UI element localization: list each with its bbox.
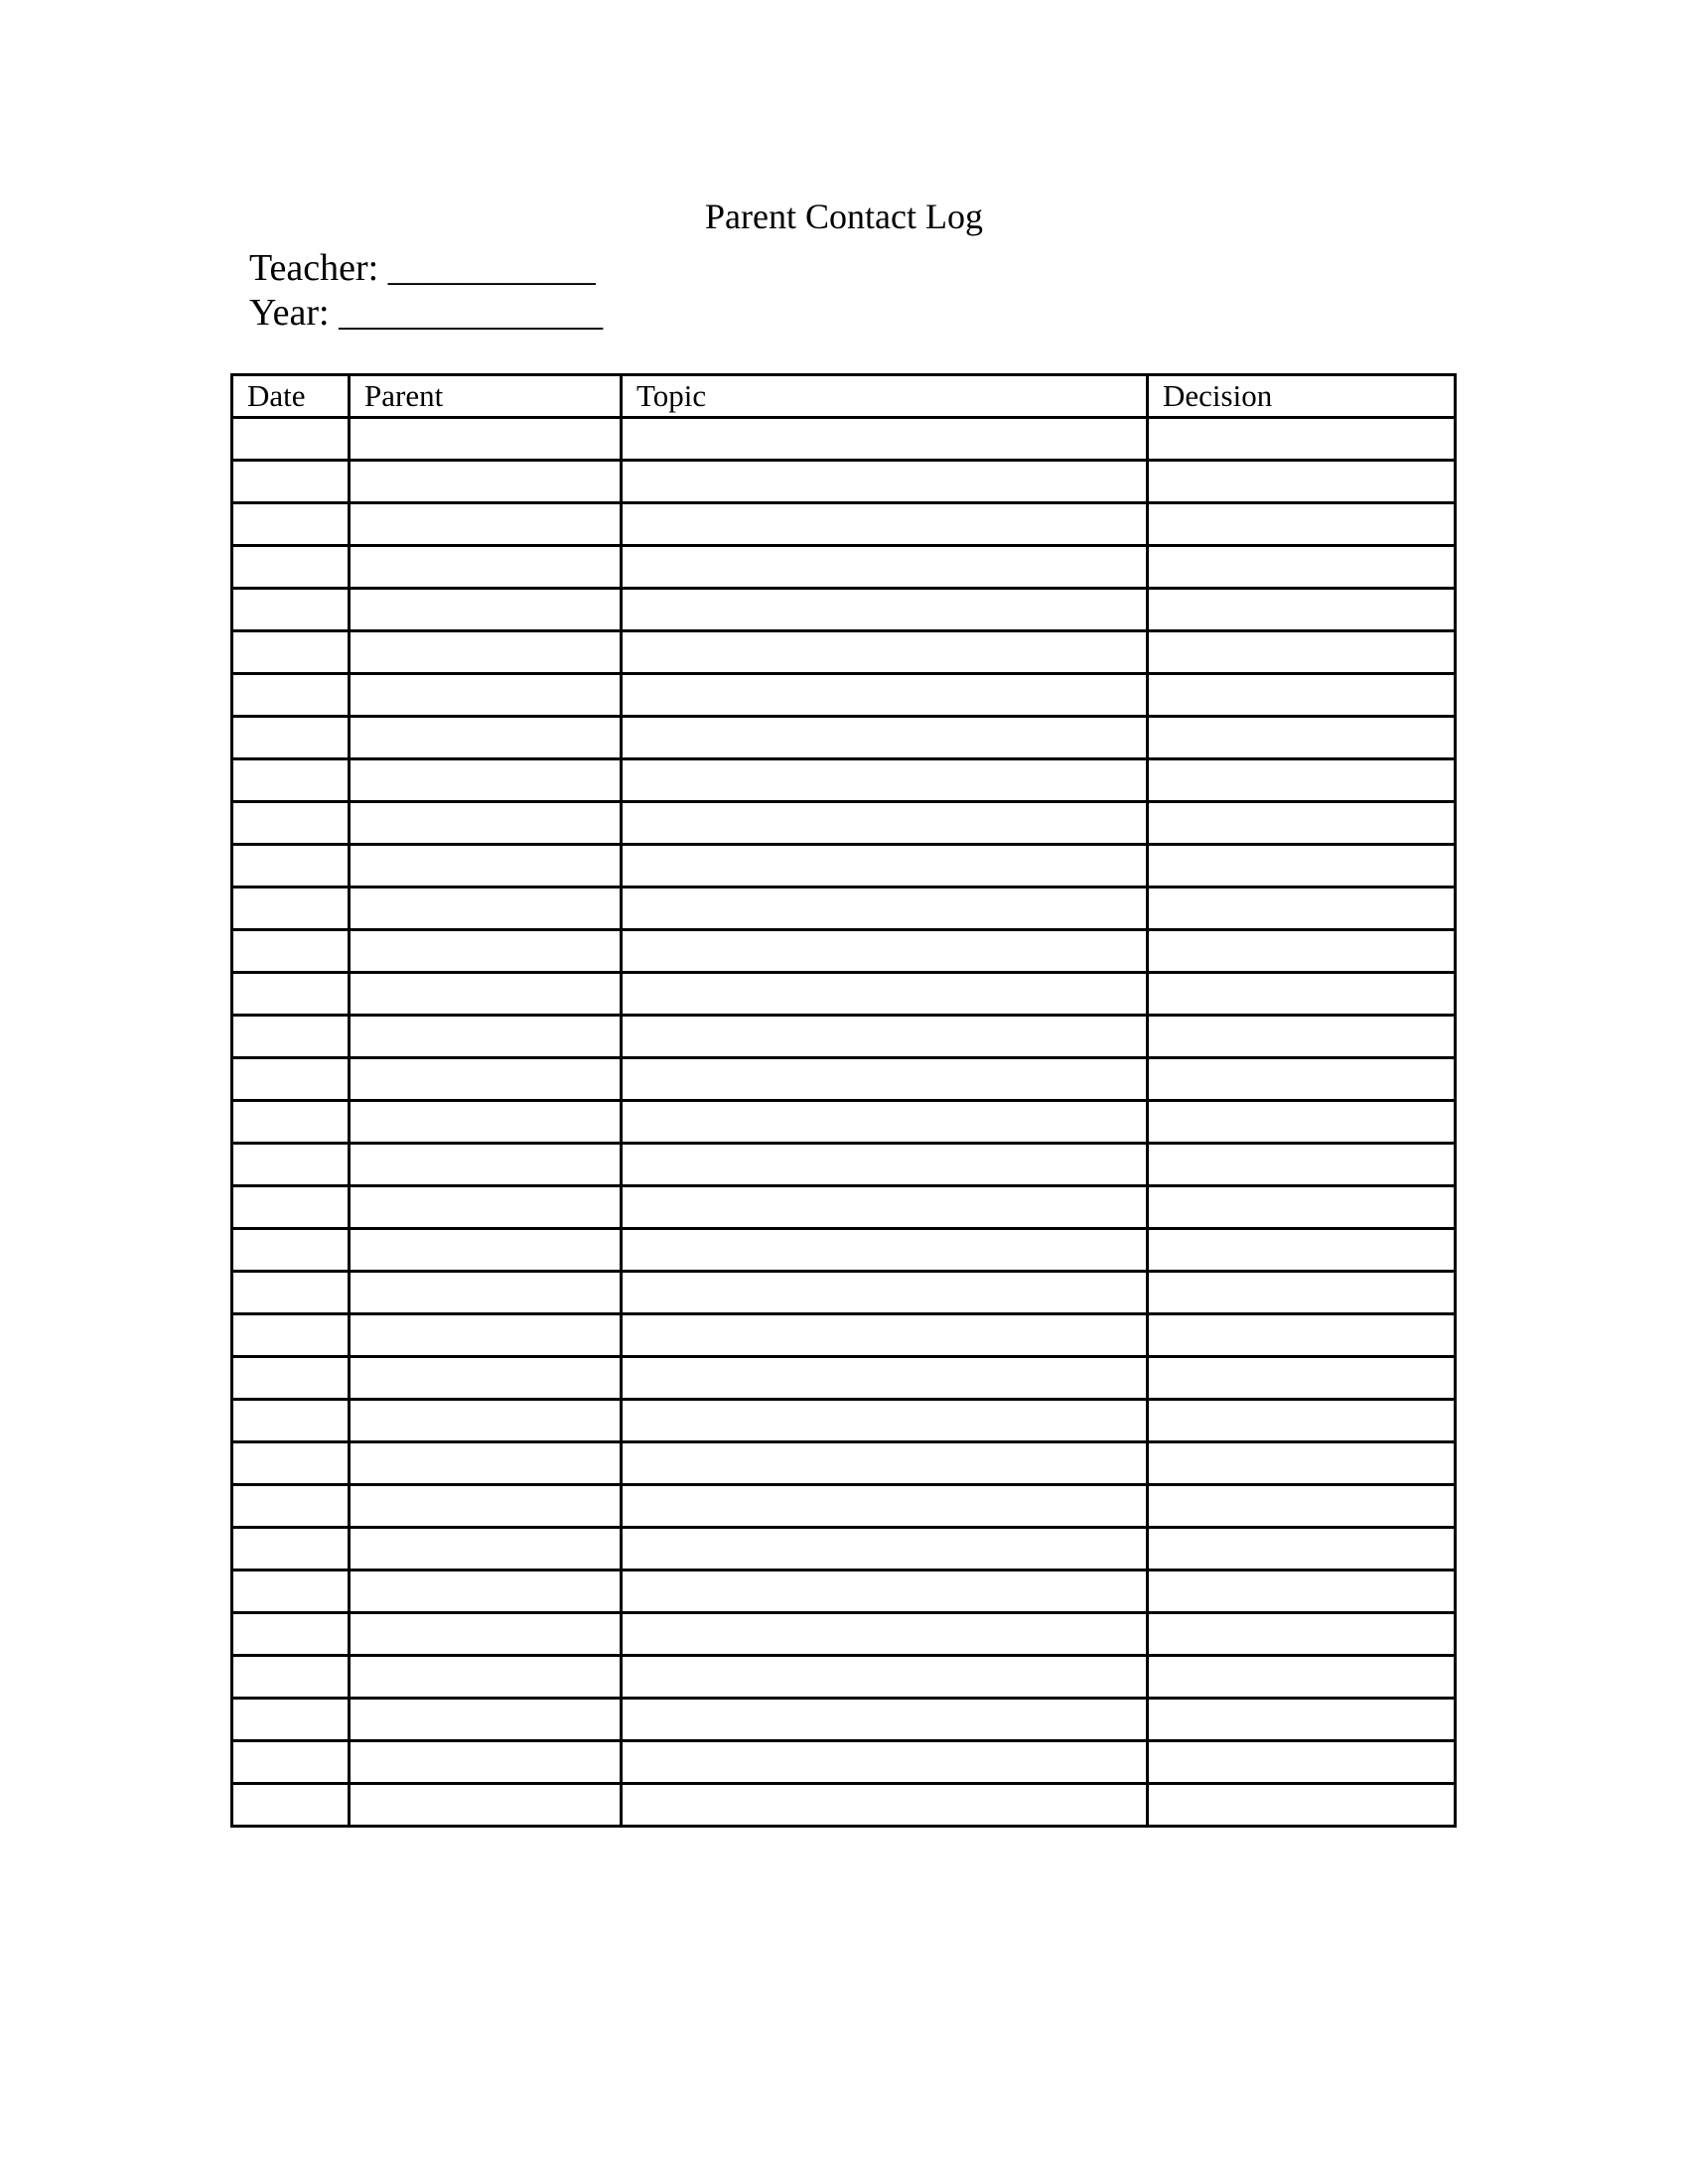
parent-cell[interactable] (350, 1016, 622, 1058)
decision-cell[interactable] (1148, 1272, 1456, 1314)
topic-cell[interactable] (622, 589, 1148, 631)
topic-cell[interactable] (622, 1485, 1148, 1528)
decision-cell[interactable] (1148, 930, 1456, 973)
parent-cell[interactable] (350, 1314, 622, 1357)
topic-cell[interactable] (622, 1656, 1148, 1699)
table-body (232, 418, 1456, 1827)
parent-cell[interactable] (350, 1485, 622, 1528)
parent-cell[interactable] (350, 1101, 622, 1144)
contact-log-table (230, 373, 1457, 1828)
parent-cell[interactable] (350, 1272, 622, 1314)
topic-cell[interactable] (622, 845, 1148, 887)
decision-cell[interactable] (1148, 1656, 1456, 1699)
parent-cell[interactable] (350, 503, 622, 546)
date-cell[interactable] (232, 1400, 350, 1442)
table-row (232, 1357, 1456, 1400)
date-cell[interactable] (232, 546, 350, 589)
decision-cell[interactable] (1148, 1699, 1456, 1741)
decision-cell[interactable] (1148, 589, 1456, 631)
date-cell[interactable] (232, 887, 350, 930)
topic-cell[interactable] (622, 930, 1148, 973)
date-cell[interactable] (232, 1613, 350, 1656)
topic-cell[interactable] (622, 887, 1148, 930)
table-row (232, 1442, 1456, 1485)
table-row (232, 1699, 1456, 1741)
table-row (232, 759, 1456, 802)
table-row (232, 1741, 1456, 1784)
date-cell[interactable] (232, 1314, 350, 1357)
topic-cell[interactable] (622, 1741, 1148, 1784)
parent-cell[interactable] (350, 973, 622, 1016)
parent-cell[interactable] (350, 1229, 622, 1272)
table-row (232, 1272, 1456, 1314)
decision-cell[interactable] (1148, 1144, 1456, 1186)
table-row (232, 845, 1456, 887)
date-cell[interactable] (232, 1357, 350, 1400)
date-cell[interactable] (232, 589, 350, 631)
table-row (232, 418, 1456, 461)
parent-cell[interactable] (350, 930, 622, 973)
parent-cell[interactable] (350, 1528, 622, 1570)
parent-cell[interactable] (350, 1144, 622, 1186)
decision-cell[interactable] (1148, 631, 1456, 674)
date-cell[interactable] (232, 1272, 350, 1314)
decision-cell[interactable] (1148, 973, 1456, 1016)
parent-cell[interactable] (350, 845, 622, 887)
date-cell[interactable] (232, 503, 350, 546)
parent-cell[interactable] (350, 1442, 622, 1485)
topic-cell[interactable] (622, 1229, 1148, 1272)
date-cell[interactable] (232, 674, 350, 717)
decision-cell[interactable] (1148, 1442, 1456, 1485)
table-row (232, 973, 1456, 1016)
parent-cell[interactable] (350, 1656, 622, 1699)
table-row (232, 1101, 1456, 1144)
parent-cell[interactable] (350, 461, 622, 503)
parent-cell[interactable] (350, 1058, 622, 1101)
year-blank[interactable]: ______________ (339, 292, 604, 334)
topic-cell[interactable] (622, 1314, 1148, 1357)
table-row (232, 546, 1456, 589)
table-row (232, 1485, 1456, 1528)
decision-cell[interactable] (1148, 1741, 1456, 1784)
parent-cell[interactable] (350, 1570, 622, 1613)
parent-cell[interactable] (350, 1699, 622, 1741)
parent-cell[interactable] (350, 1357, 622, 1400)
date-cell[interactable] (232, 1186, 350, 1229)
page-title: Parent Contact Log (705, 197, 983, 236)
topic-cell[interactable] (622, 973, 1148, 1016)
table-row (232, 1016, 1456, 1058)
topic-cell[interactable] (622, 1058, 1148, 1101)
table-row (232, 1528, 1456, 1570)
topic-cell[interactable] (622, 802, 1148, 845)
parent-cell[interactable] (350, 674, 622, 717)
table-row (232, 674, 1456, 717)
topic-cell[interactable] (622, 546, 1148, 589)
date-cell[interactable] (232, 1485, 350, 1528)
topic-cell[interactable] (622, 674, 1148, 717)
topic-cell[interactable] (622, 631, 1148, 674)
table-row (232, 930, 1456, 973)
topic-cell[interactable] (622, 418, 1148, 461)
parent-cell[interactable] (350, 1784, 622, 1827)
table-row (232, 631, 1456, 674)
decision-cell[interactable] (1148, 1229, 1456, 1272)
table-row (232, 717, 1456, 759)
date-cell[interactable] (232, 1144, 350, 1186)
parent-cell[interactable] (350, 546, 622, 589)
topic-cell[interactable] (622, 503, 1148, 546)
teacher-blank[interactable]: ___________ (387, 247, 596, 289)
date-cell[interactable] (232, 973, 350, 1016)
decision-cell[interactable] (1148, 759, 1456, 802)
date-cell[interactable] (232, 802, 350, 845)
table-row (232, 802, 1456, 845)
topic-cell[interactable] (622, 1442, 1148, 1485)
date-cell[interactable] (232, 845, 350, 887)
decision-cell[interactable] (1148, 1528, 1456, 1570)
parent-cell[interactable] (350, 1400, 622, 1442)
table-row (232, 503, 1456, 546)
topic-cell[interactable] (622, 1784, 1148, 1827)
parent-cell[interactable] (350, 887, 622, 930)
table-row (232, 589, 1456, 631)
year-label: Year: (249, 292, 330, 334)
topic-cell[interactable] (622, 461, 1148, 503)
year-field (249, 290, 603, 336)
topic-cell[interactable] (622, 1699, 1148, 1741)
date-cell[interactable] (232, 1784, 350, 1827)
date-cell[interactable] (232, 1058, 350, 1101)
decision-cell[interactable] (1148, 887, 1456, 930)
teacher-field (249, 245, 596, 291)
column-header-topic: Topic (622, 375, 1148, 418)
decision-cell[interactable] (1148, 1186, 1456, 1229)
decision-cell[interactable] (1148, 1314, 1456, 1357)
decision-cell[interactable] (1148, 1058, 1456, 1101)
decision-cell[interactable] (1148, 546, 1456, 589)
table-row (232, 1570, 1456, 1613)
date-cell[interactable] (232, 1016, 350, 1058)
parent-cell[interactable] (350, 589, 622, 631)
date-cell[interactable] (232, 1570, 350, 1613)
date-cell[interactable] (232, 717, 350, 759)
date-cell[interactable] (232, 1741, 350, 1784)
topic-cell[interactable] (622, 1613, 1148, 1656)
decision-cell[interactable] (1148, 1101, 1456, 1144)
table-header-row (232, 375, 1456, 418)
table-row (232, 1784, 1456, 1827)
decision-cell[interactable] (1148, 1485, 1456, 1528)
date-cell[interactable] (232, 461, 350, 503)
date-cell[interactable] (232, 1442, 350, 1485)
table-row (232, 1613, 1456, 1656)
column-header-decision: Decision (1148, 375, 1456, 418)
date-cell[interactable] (232, 631, 350, 674)
decision-cell[interactable] (1148, 1570, 1456, 1613)
parent-cell[interactable] (350, 1741, 622, 1784)
date-cell[interactable] (232, 1528, 350, 1570)
column-header-date: Date (232, 375, 350, 418)
table-row (232, 1058, 1456, 1101)
table-row (232, 1400, 1456, 1442)
topic-cell[interactable] (622, 759, 1148, 802)
decision-cell[interactable] (1148, 461, 1456, 503)
column-header-parent: Parent (350, 375, 622, 418)
topic-cell[interactable] (622, 1144, 1148, 1186)
parent-cell[interactable] (350, 717, 622, 759)
table-row (232, 461, 1456, 503)
decision-cell[interactable] (1148, 802, 1456, 845)
decision-cell[interactable] (1148, 717, 1456, 759)
date-cell[interactable] (232, 1229, 350, 1272)
decision-cell[interactable] (1148, 1357, 1456, 1400)
parent-cell[interactable] (350, 802, 622, 845)
date-cell[interactable] (232, 930, 350, 973)
topic-cell[interactable] (622, 1016, 1148, 1058)
parent-cell[interactable] (350, 1613, 622, 1656)
topic-cell[interactable] (622, 1186, 1148, 1229)
topic-cell[interactable] (622, 1272, 1148, 1314)
topic-cell[interactable] (622, 1357, 1148, 1400)
teacher-label: Teacher: (249, 247, 379, 289)
parent-cell[interactable] (350, 631, 622, 674)
date-cell[interactable] (232, 418, 350, 461)
topic-cell[interactable] (622, 1400, 1148, 1442)
topic-cell[interactable] (622, 717, 1148, 759)
date-cell[interactable] (232, 1101, 350, 1144)
date-cell[interactable] (232, 1656, 350, 1699)
parent-cell[interactable] (350, 759, 622, 802)
decision-cell[interactable] (1148, 1613, 1456, 1656)
decision-cell[interactable] (1148, 674, 1456, 717)
parent-cell[interactable] (350, 1186, 622, 1229)
decision-cell[interactable] (1148, 1784, 1456, 1827)
topic-cell[interactable] (622, 1528, 1148, 1570)
decision-cell[interactable] (1148, 503, 1456, 546)
decision-cell[interactable] (1148, 1400, 1456, 1442)
table-row (232, 1656, 1456, 1699)
decision-cell[interactable] (1148, 845, 1456, 887)
table-row (232, 887, 1456, 930)
decision-cell[interactable] (1148, 418, 1456, 461)
topic-cell[interactable] (622, 1101, 1148, 1144)
date-cell[interactable] (232, 1699, 350, 1741)
parent-cell[interactable] (350, 418, 622, 461)
date-cell[interactable] (232, 759, 350, 802)
table-row (232, 1144, 1456, 1186)
table-row (232, 1314, 1456, 1357)
table-row (232, 1186, 1456, 1229)
topic-cell[interactable] (622, 1570, 1148, 1613)
decision-cell[interactable] (1148, 1016, 1456, 1058)
table-row (232, 1229, 1456, 1272)
